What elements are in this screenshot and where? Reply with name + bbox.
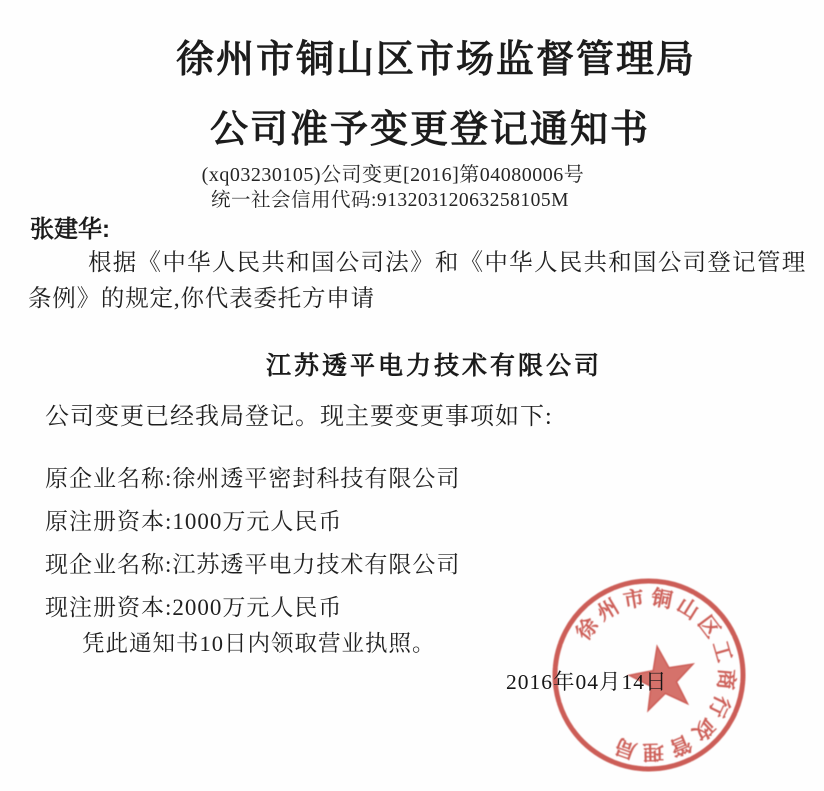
change-item-label: 原企业名称 [45, 466, 165, 491]
issue-date: 2016年04月14日 [506, 670, 668, 694]
colon-separator: : [165, 466, 173, 491]
pickup-note: 凭此通知书10日内领取营业执照。 [82, 631, 436, 656]
colon-separator: : [165, 509, 173, 534]
body-paragraph: 根据《中华人民共和国公司法》和《中华人民共和国公司登记管理条例》的规定,你代表委托方申请 [28, 250, 806, 312]
seal-text: 徐州市铜山区工商行政管理局 [572, 586, 738, 764]
company-name: 江苏透平电力技术有限公司 [265, 352, 602, 380]
colon-separator: : [165, 552, 173, 577]
change-item-current-name [45, 546, 460, 579]
change-item-label: 现企业名称 [45, 552, 165, 577]
registration-statement: 公司变更已经我局登记。现主要变更事项如下: [45, 404, 553, 430]
change-item-label: 原注册资本 [45, 509, 165, 534]
change-item-value: 1000万元人民币 [172, 509, 343, 534]
change-item-value: 江苏透平电力技术有限公司 [172, 552, 461, 577]
authority-title: 徐州市铜山区市场监督管理局 [175, 39, 696, 81]
change-item-original-capital [45, 503, 342, 536]
change-item-original-name [45, 460, 460, 493]
change-item-value: 2000万元人民币 [172, 595, 343, 620]
notice-title: 公司准予变更登记通知书 [209, 109, 650, 151]
change-item-current-capital [45, 589, 342, 622]
addressee: 张建华: [30, 216, 110, 243]
colon-separator: : [165, 595, 173, 620]
doc-number: (xq03230105)公司变更[2016]第04080006号 [201, 164, 585, 186]
change-item-value: 徐州透平密封科技有限公司 [172, 466, 461, 491]
credit-code: 统一社会信用代码:91320312063258105M [210, 190, 569, 211]
change-item-label: 现注册资本 [45, 595, 165, 620]
